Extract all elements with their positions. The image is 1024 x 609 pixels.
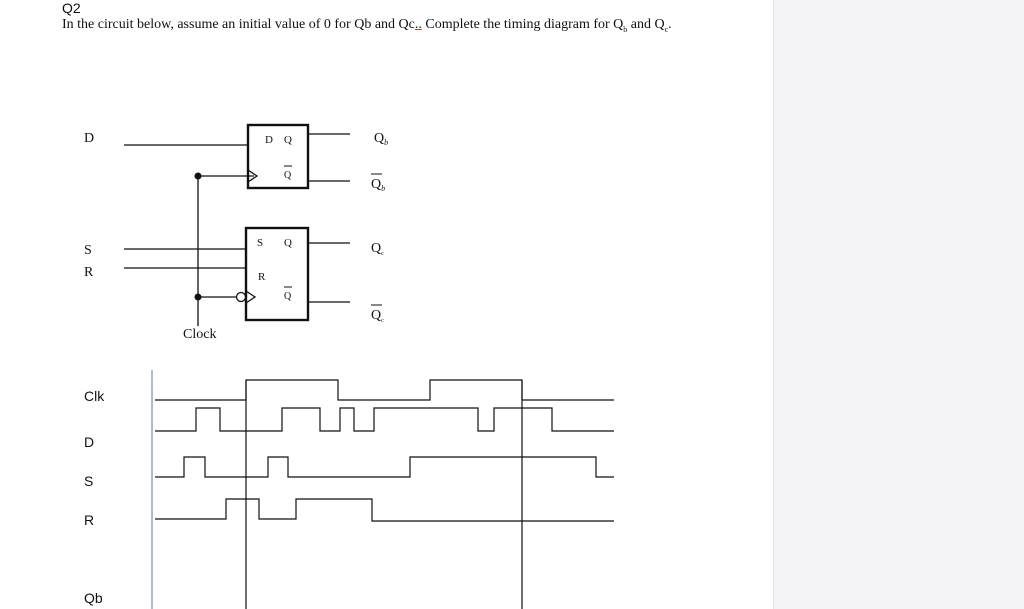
clock-label: Clock (183, 327, 217, 342)
question-text-part: and Q (627, 17, 665, 32)
timing-label-s: S (84, 473, 94, 489)
srff-pin-qbar: Q (284, 291, 292, 302)
qc-output-sub: c (381, 251, 384, 257)
srff-pin-r: R (258, 271, 266, 283)
srff-pin-q: Q (284, 237, 292, 249)
question-text-mark: .. (414, 17, 422, 32)
qb-output-base: Q (374, 131, 385, 146)
question-text-part: . (668, 17, 672, 32)
clk-waveform (155, 380, 614, 400)
s-waveform (155, 457, 614, 477)
dff-pin-qbar: Q (284, 170, 292, 181)
question-subscript: c (664, 24, 669, 34)
qc-output-label (371, 241, 384, 257)
qc-bar-output-base: Q (371, 308, 382, 323)
timing-label-clk: Clk (84, 388, 105, 404)
s-input-label: S (84, 243, 92, 258)
srff-clock-triangle (246, 291, 255, 303)
question-text-part: In the circuit below, assume an initial value of 0 for Qb and Qc (62, 17, 415, 32)
qb-output-label (374, 131, 388, 147)
clock-junction-dot (195, 294, 202, 301)
dff-pin-q: Q (284, 134, 292, 146)
qb-bar-output-sub: b (381, 184, 386, 193)
r-input-label: R (84, 265, 94, 280)
question-text-part: Complete the timing diagram for Q (421, 17, 624, 32)
question-subscript: b (623, 24, 628, 34)
d-flip-flop (248, 125, 308, 188)
d-waveform (155, 408, 614, 431)
timing-waveforms (152, 370, 614, 609)
timing-label-d: D (84, 434, 95, 450)
timing-label-qb: Qb (84, 590, 103, 606)
sr-flip-flop (246, 228, 308, 320)
qc-output-base: Q (371, 241, 382, 256)
d-input-label: D (84, 131, 95, 146)
qb-output-sub: b (384, 138, 389, 147)
negative-edge-bubble (237, 293, 246, 302)
qc-bar-output-label (371, 308, 384, 324)
timing-label-r: R (84, 512, 95, 528)
dff-pin-d: D (265, 134, 273, 146)
question-number: Q2 (62, 0, 81, 16)
clock-junction-dot (195, 173, 202, 180)
qb-bar-output-base: Q (371, 177, 382, 192)
r-waveform (155, 499, 614, 521)
srff-pin-s: S (257, 237, 264, 249)
qb-bar-output-label (371, 177, 385, 193)
qc-bar-output-sub: c (381, 318, 384, 324)
